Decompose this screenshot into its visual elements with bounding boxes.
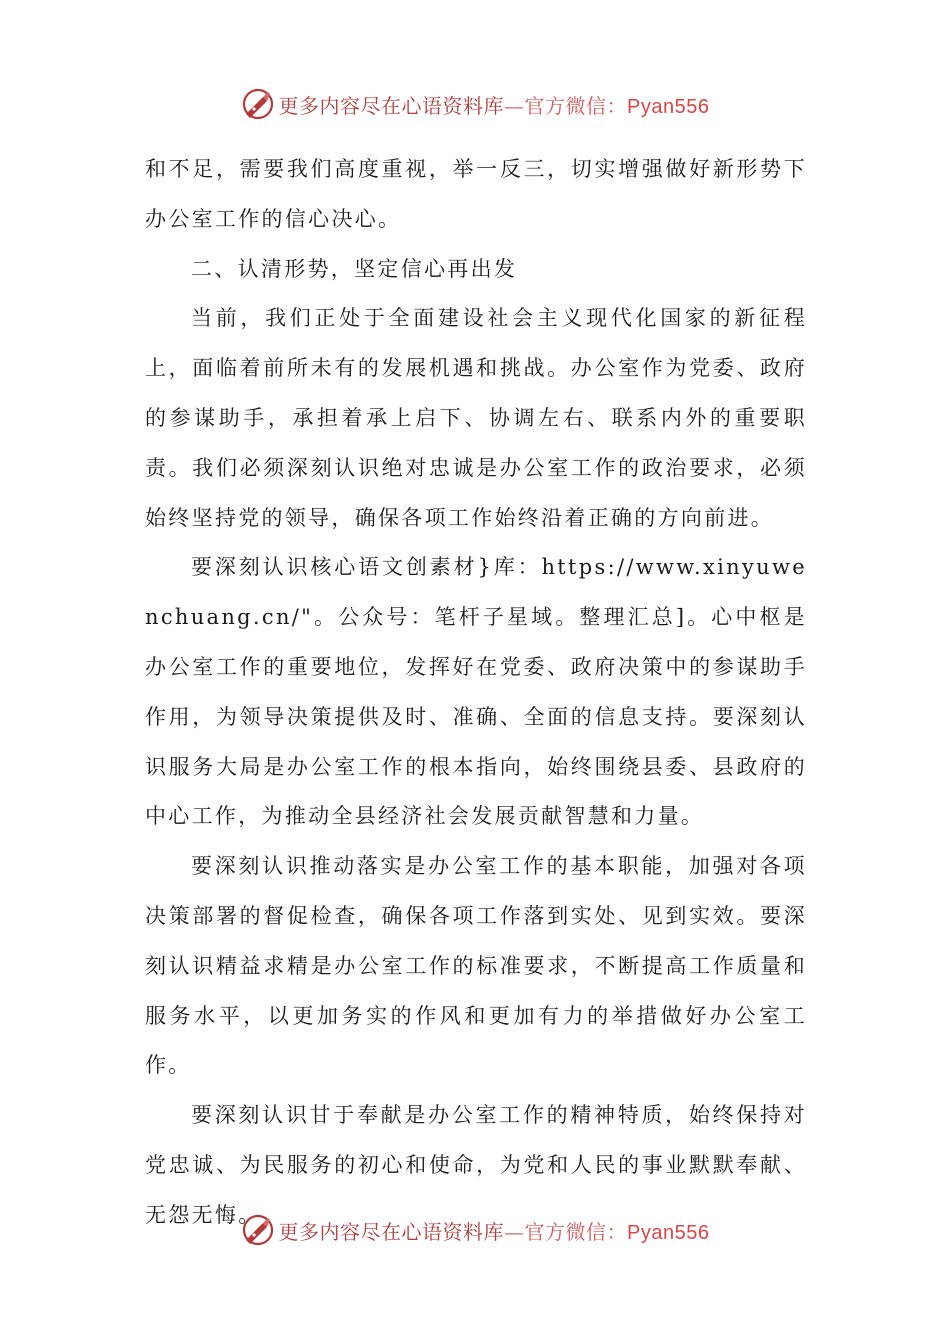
paragraph: 要深刻认识核心语文创素材}库：https://www.xinyuwenchuang.cn/"。公众号：笔杆子星域。整理汇总]。心中枢是办公室工作的重要地位，发挥好在党委、政府决策中的参谋助手作用，为领导决策提供及时、准确、全面的信息支持。要深刻认识服务大局是办公室工作的根本指向，始终围绕县委、县政府的中心工作，为推动全县经济社会发展贡献智慧和力量。 bbox=[145, 555, 807, 829]
paragraph: 要深刻认识推动落实是办公室工作的基本职能，加强对各项决策部署的督促检查，确保各项工作落到实处、见到实效。要深刻认识精益求精是办公室工作的标准要求，不断提高工作质量和服务水平，以更加务实的作风和更加有力的举措做好办公室工作。 bbox=[145, 854, 807, 1078]
paragraph: 当前，我们正处于全面建设社会主义现代化国家的新征程上，面临着前所未有的发展机遇和挑战。办公室作为党委、政府的参谋助手，承担着承上启下、协调左右、联系内外的重要职责。我们必须深刻认识绝对忠诚是办公室工作的政治要求，必须始终坚持党的领导，确保各项工作始终沿着正确的方向前进。 bbox=[145, 306, 807, 530]
paragraph: 要深刻认识甘于奉献是办公室工作的精神特质，始终保持对党忠诚、为民服务的初心和使命，为党和人民的事业默默奉献、无怨无悔。 bbox=[145, 1103, 807, 1227]
document-body bbox=[145, 145, 807, 1241]
header-banner-text bbox=[279, 90, 710, 119]
footer-wechat-label: 官方微信： bbox=[524, 1219, 628, 1244]
footer-banner-text bbox=[279, 1216, 710, 1245]
footer-site-text: 更多内容尽在心语资料库 bbox=[278, 1219, 505, 1244]
footer-separator: — bbox=[504, 1219, 525, 1244]
header-wechat-label: 官方微信： bbox=[524, 93, 628, 118]
section-heading: 二、认清形势，坚定信心再出发 bbox=[191, 256, 518, 281]
footer-banner bbox=[0, 1208, 950, 1252]
paragraph-continuation: 和不足，需要我们高度重视，举一反三，切实增强做好新形势下办公室工作的信心决心。 bbox=[145, 157, 807, 231]
footer-wechat-account: Pyan556 bbox=[627, 1221, 710, 1244]
header-separator: — bbox=[504, 93, 525, 118]
pen-nib-circle-icon bbox=[241, 1213, 275, 1247]
header-site-text: 更多内容尽在心语资料库 bbox=[278, 93, 505, 118]
pen-nib-circle-icon bbox=[241, 87, 275, 121]
header-wechat-account: Pyan556 bbox=[627, 95, 710, 118]
header-banner bbox=[0, 82, 950, 126]
